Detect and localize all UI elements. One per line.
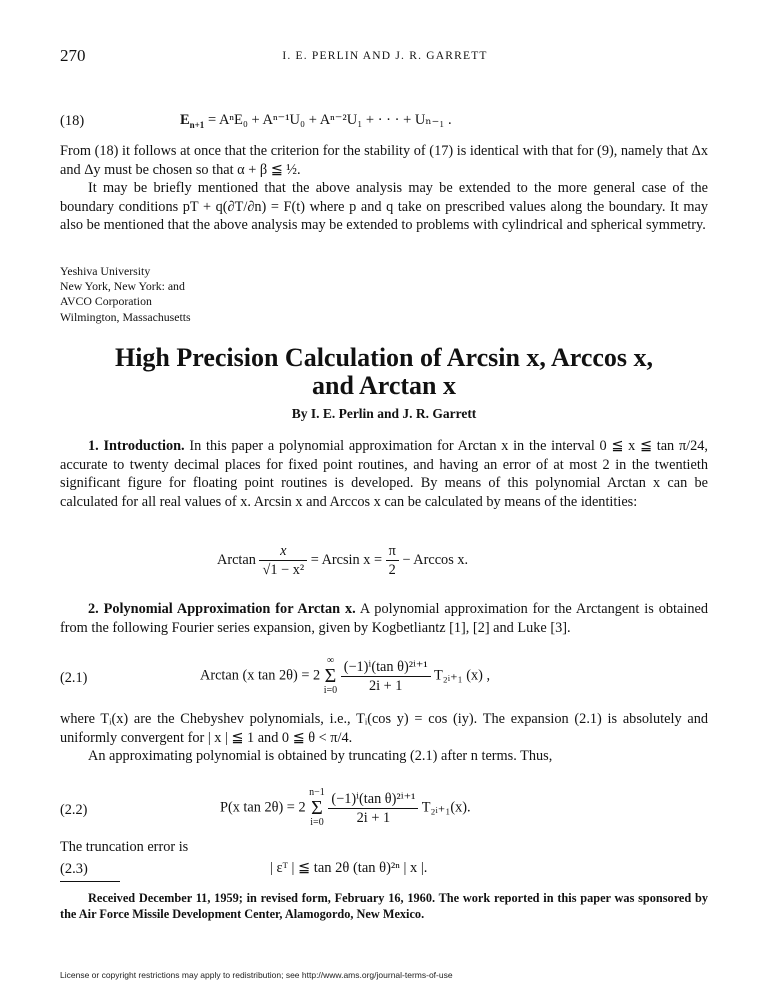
fraction-numerator: (−1)ⁱ(tan θ)²ⁱ⁺¹ (341, 658, 431, 677)
page-header (60, 42, 710, 72)
license-notice: License or copyright restrictions may apply to redistribution; see http://www.ams.org/journal-terms-of-use (60, 970, 453, 980)
equation-fraction (328, 790, 418, 827)
footnote (60, 890, 708, 922)
equation-2-3 (60, 858, 708, 884)
fraction-denominator: 2i + 1 (368, 677, 403, 694)
equation-2-1 (60, 654, 708, 708)
equation-lhs: P(x tan 2θ) = 2 (220, 799, 306, 816)
paragraph: The truncation error is (60, 839, 189, 855)
running-head: I. E. PERLIN AND J. R. GARRETT (282, 50, 488, 62)
sum-lower-limit: i=0 (310, 817, 324, 828)
footnote-rule (60, 881, 120, 882)
fraction-numerator: (−1)ⁱ(tan θ)²ⁱ⁺¹ (328, 790, 418, 809)
equation-rhs: = AⁿE₀ + Aⁿ⁻¹U₀ + Aⁿ⁻²U₁ + · · · + Uₙ₋₁ . (207, 112, 452, 128)
section-heading: 2. Polynomial Approximation for Arctan x. (88, 601, 356, 617)
byline: By I. E. Perlin and J. R. Garrett (291, 406, 477, 421)
title-line-2: and Arctan x (312, 371, 456, 400)
paragraph: It may be briefly mentioned that the above analysis may be extended to the more general case of the boundary conditions pT + q(∂T/∂n) = F(t) where p and q take on prescribed values along the boundary. It may also be mentioned that the above analysis may be extended to problems with cylindrical and spherical symmetry. (60, 180, 708, 234)
equation-tail: T₂ᵢ₊₁ (x) , (434, 667, 491, 684)
section-introduction (60, 437, 708, 511)
affiliation-block (60, 264, 460, 325)
fraction-denominator: √1 − x² (262, 562, 305, 578)
footnote-text: Received December 11, 1959; in revised form, February 16, 1960. The work reported in this paper was sponsored by the Air Force Missile Development Center, Alamogordo, New Mexico. (60, 891, 708, 921)
fraction-numerator: π (386, 542, 399, 561)
equation-fraction (341, 658, 431, 695)
truncation-intro (60, 838, 708, 857)
paragraph: where Tᵢ(x) are the Chebyshev polynomials, i.e., Tᵢ(cos y) = cos (iy). The expansion (2.1) is absolutely and uniformly convergent for | x | ≦ 1 and 0 ≦ θ < π/4. (60, 711, 708, 746)
equation-label: (2.1) (60, 670, 88, 686)
summation: ∞ Σ i=0 (323, 655, 338, 696)
paragraph: From (18) it follows at once that the criterion for the stability of (17) is identical with that for (9), namely that Δx and Δy must be chosen so that α + β ≦ ½. (60, 143, 708, 178)
equation-tail: T₂ᵢ₊₁(x). (421, 799, 471, 816)
section-heading: 1. Introduction. (88, 438, 185, 454)
affiliation-line: New York, New York: and (60, 279, 185, 294)
summation: n−1 Σ i=0 (309, 787, 325, 828)
fraction-denominator: 2 (388, 562, 396, 578)
identity-equation (60, 538, 708, 592)
identity-middle: = Arcsin x = (310, 551, 383, 568)
fraction-denominator: 2i + 1 (356, 809, 391, 826)
section-polynomial-continued (60, 710, 708, 766)
identity-arctan: Arctan (217, 551, 256, 568)
article-title (60, 344, 708, 400)
paragraph: An approximating polynomial is obtained by truncating (2.1) after n terms. Thus, (88, 748, 553, 765)
equation-lhs: Arctan (x tan 2θ) = 2 (200, 667, 321, 684)
section-polynomial-approximation (60, 600, 708, 637)
affiliation-line: Wilmington, Massachusetts (60, 309, 191, 324)
equation-body: | εᵀ | ≦ tan 2θ (tan θ)²ⁿ | x |. (270, 860, 428, 876)
fraction-numerator: x (259, 542, 307, 561)
pi-fraction (386, 542, 399, 579)
equation-label: (2.2) (60, 802, 88, 818)
previous-article-text (60, 142, 708, 235)
equation-label: (2.3) (60, 861, 88, 877)
equation-body (180, 112, 452, 130)
sum-upper-limit: ∞ (326, 655, 334, 666)
sum-lower-limit: i=0 (323, 685, 338, 696)
equation-lhs: E (180, 112, 190, 128)
section-text: In this paper a polynomial approximation for Arctan x in the interval 0 ≦ x ≦ tan π/24, accurate to twenty decimal places for fixed point routines, and having an error of at most 2 in the twentieth significant figure for floating point routines is developed. By means of this polynomial Arctan x can be calculated for all real values of x. Arcsin x and Arccos x can be calculated by means of the identities: (60, 438, 709, 510)
sum-upper-limit: n−1 (309, 787, 325, 798)
equation-2-2 (60, 786, 708, 840)
equation-label: (18) (60, 113, 85, 129)
affiliation-line: AVCO Corporation (60, 294, 152, 309)
identity-fraction (259, 542, 307, 579)
section-text: A polynomial approximation for the Arctangent is obtained from the following Fourier series expansion, given by Kogbetliantz [1], [2] and Luke [3]. (60, 601, 708, 636)
identity-tail: − Arccos x. (402, 551, 469, 568)
equation-18 (60, 110, 708, 136)
affiliation-line: Yeshiva University (60, 264, 151, 278)
page-number: 270 (60, 46, 86, 65)
equation-lhs-subscript: n+1 (189, 119, 205, 130)
title-line-1: High Precision Calculation of Arcsin x, Arccos x, (114, 343, 654, 372)
